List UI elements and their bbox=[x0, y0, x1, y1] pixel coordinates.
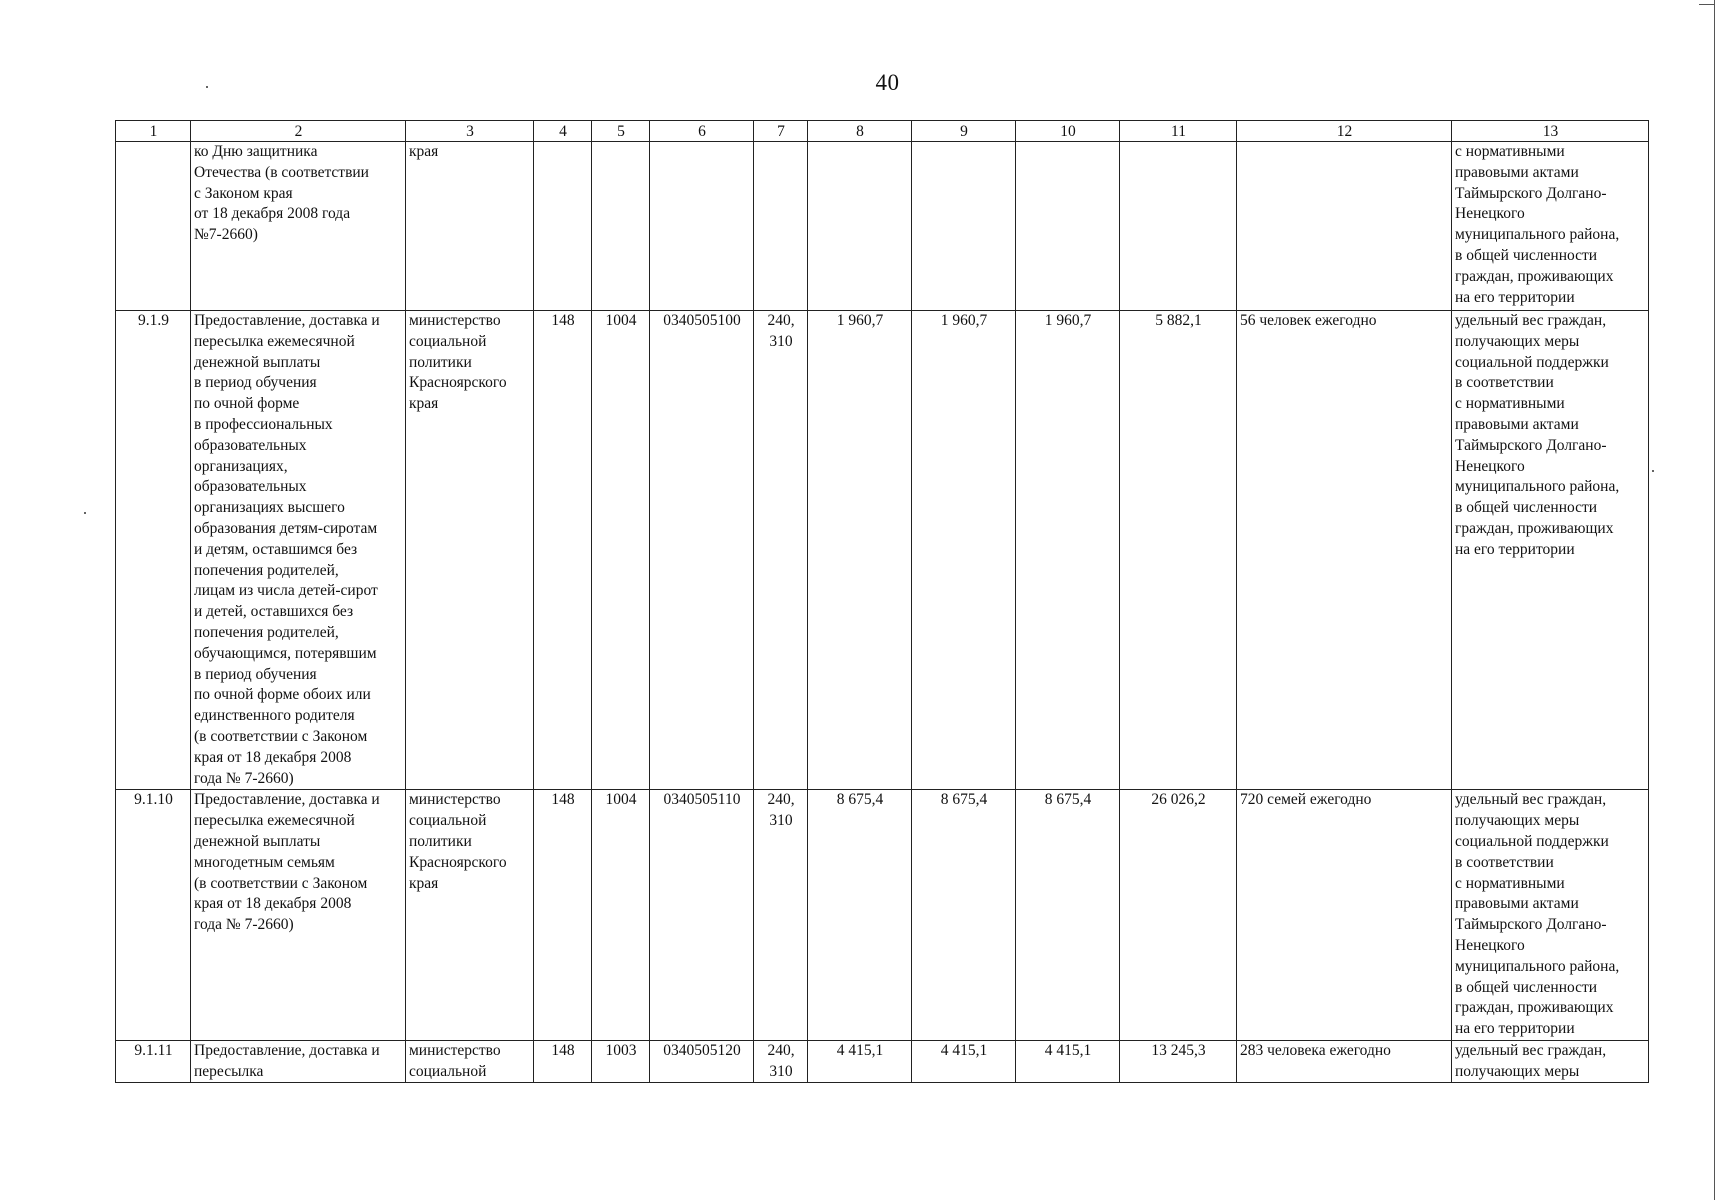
column-header: 2 bbox=[191, 121, 406, 142]
row-number bbox=[116, 142, 191, 311]
table-row bbox=[116, 790, 1649, 1041]
amount-year-3 bbox=[1016, 142, 1120, 311]
expected-result: 283 человека ежегодно bbox=[1237, 1040, 1452, 1083]
amount-year-1: 1 960,7 bbox=[808, 311, 912, 790]
csr-code bbox=[650, 142, 754, 311]
indicator-text: с нормативными правовыми актами Таймырского Долгано- Ненецкого муниципального района, в общей численности граждан, проживающих на его территории bbox=[1452, 142, 1649, 311]
column-header: 3 bbox=[406, 121, 534, 142]
amount-total: 5 882,1 bbox=[1120, 311, 1237, 790]
responsible-agency: министерство социальной bbox=[406, 1040, 534, 1083]
indicator-text: удельный вес граждан, получающих меры социальной поддержки в соответствии с нормативными правовыми актами Таймырского Долгано- Ненецкого муниципального района, в общей численности граждан, проживающих на его территории bbox=[1452, 311, 1649, 790]
activity-name: Предоставление, доставка и пересылка bbox=[191, 1040, 406, 1083]
csr-code: 0340505120 bbox=[650, 1040, 754, 1083]
expected-result: 720 семей ежегодно bbox=[1237, 790, 1452, 1041]
rzpr-code bbox=[592, 142, 650, 311]
column-header: 6 bbox=[650, 121, 754, 142]
vr-code: 240, 310 bbox=[754, 790, 808, 1041]
amount-year-1: 4 415,1 bbox=[808, 1040, 912, 1083]
csr-code: 0340505110 bbox=[650, 790, 754, 1041]
activity-name: ко Дню защитника Отечества (в соответствии с Законом края от 18 декабря 2008 года №7-2660) bbox=[191, 142, 406, 311]
rzpr-code: 1003 bbox=[592, 1040, 650, 1083]
page-number: 40 bbox=[875, 70, 900, 95]
amount-year-2: 1 960,7 bbox=[912, 311, 1016, 790]
amount-total: 13 245,3 bbox=[1120, 1040, 1237, 1083]
table-row bbox=[116, 311, 1649, 790]
activity-name: Предоставление, доставка и пересылка ежемесячной денежной выплаты многодетным семьям (в соответствии с Законом края от 18 декабря 2008 года № 7-2660) bbox=[191, 790, 406, 1041]
column-header: 9 bbox=[912, 121, 1016, 142]
amount-total bbox=[1120, 142, 1237, 311]
scan-speck bbox=[1652, 470, 1654, 472]
column-header: 8 bbox=[808, 121, 912, 142]
column-header: 1 bbox=[116, 121, 191, 142]
grbs-code: 148 bbox=[534, 790, 592, 1041]
row-number: 9.1.10 bbox=[116, 790, 191, 1041]
column-header: 12 bbox=[1237, 121, 1452, 142]
scan-speck bbox=[84, 512, 86, 514]
column-header: 10 bbox=[1016, 121, 1120, 142]
column-header: 5 bbox=[592, 121, 650, 142]
csr-code: 0340505100 bbox=[650, 311, 754, 790]
vr-code: 240, 310 bbox=[754, 311, 808, 790]
rzpr-code: 1004 bbox=[592, 790, 650, 1041]
row-number: 9.1.9 bbox=[116, 311, 191, 790]
grbs-code: 148 bbox=[534, 311, 592, 790]
grbs-code: 148 bbox=[534, 1040, 592, 1083]
rzpr-code: 1004 bbox=[592, 311, 650, 790]
indicator-text: удельный вес граждан, получающих меры социальной поддержки в соответствии с нормативными правовыми актами Таймырского Долгано- Ненецкого муниципального района, в общей численности граждан, проживающих на его территории bbox=[1452, 790, 1649, 1041]
amount-year-2: 4 415,1 bbox=[912, 1040, 1016, 1083]
responsible-agency: министерство социальной политики Красноярского края bbox=[406, 311, 534, 790]
column-header: 7 bbox=[754, 121, 808, 142]
program-activities-table bbox=[115, 120, 1649, 1083]
indicator-text: удельный вес граждан, получающих меры bbox=[1452, 1040, 1649, 1083]
amount-year-3: 4 415,1 bbox=[1016, 1040, 1120, 1083]
amount-year-2 bbox=[912, 142, 1016, 311]
table-row bbox=[116, 142, 1649, 311]
table-header-row bbox=[116, 121, 1649, 142]
column-header: 13 bbox=[1452, 121, 1649, 142]
responsible-agency: министерство социальной политики Красноярского края bbox=[406, 790, 534, 1041]
page-edge-tick bbox=[1699, 4, 1715, 5]
vr-code bbox=[754, 142, 808, 311]
responsible-agency: края bbox=[406, 142, 534, 311]
expected-result: 56 человек ежегодно bbox=[1237, 311, 1452, 790]
grbs-code bbox=[534, 142, 592, 311]
amount-year-2: 8 675,4 bbox=[912, 790, 1016, 1041]
amount-total: 26 026,2 bbox=[1120, 790, 1237, 1041]
row-number: 9.1.11 bbox=[116, 1040, 191, 1083]
scan-speck bbox=[206, 86, 208, 88]
column-header: 11 bbox=[1120, 121, 1237, 142]
amount-year-1: 8 675,4 bbox=[808, 790, 912, 1041]
vr-code: 240, 310 bbox=[754, 1040, 808, 1083]
amount-year-3: 1 960,7 bbox=[1016, 311, 1120, 790]
amount-year-1 bbox=[808, 142, 912, 311]
amount-year-3: 8 675,4 bbox=[1016, 790, 1120, 1041]
expected-result bbox=[1237, 142, 1452, 311]
column-header: 4 bbox=[534, 121, 592, 142]
activity-name: Предоставление, доставка и пересылка ежемесячной денежной выплаты в период обучения по очной форме в профессиональных образовательных организациях, образовательных организациях высшего образования детям-сиротам и детям, оставшимся без попечения родителей, лицам из числа детей-сирот и детей, оставшихся без попечения родителей, обучающимся, потерявшим в период обучения по очной форме обоих или единственного родителя (в соответствии с Законом края от 18 декабря 2008 года № 7-2660) bbox=[191, 311, 406, 790]
table-row bbox=[116, 1040, 1649, 1083]
